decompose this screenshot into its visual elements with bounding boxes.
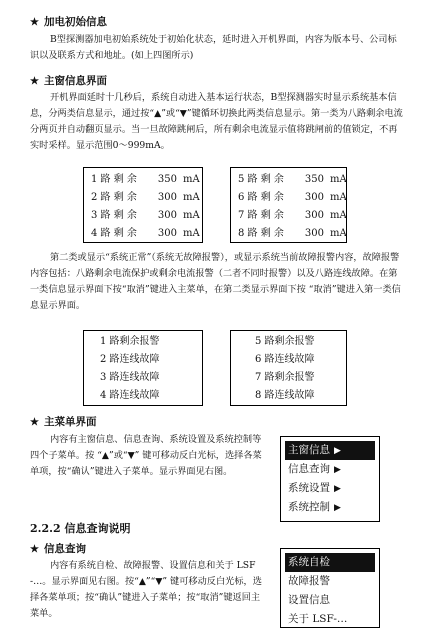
power-on-paragraph: B型探测器加电初始系统处于初始化状态，延时进入开机界面，内容为版本号、公司标识以及联系方式和地址。(如上四图所示)	[30, 34, 397, 61]
current-row	[91, 207, 202, 225]
menu-item-label: 信息查询	[288, 463, 330, 475]
menu-item[interactable]	[285, 572, 375, 591]
alarm-row: 3 路连线故障	[100, 372, 160, 383]
main-window-paragraph: 开机界面延时十几秒后，系统自动进入基本运行状态，B型探测器实时显示系统基本信息，分两类信息显示，通过按“▲”或“▼”键循环切换此两类信息显示。第一类为八路剩余电流分两页并自动翻页显示。当一旦故障跳闸后，所有剩余电流显示值将跳闸前的值锁定，不再实时采样。显示范围0～999mA。	[30, 92, 403, 151]
channel-label: 4 路 剩 余	[91, 228, 137, 239]
menu-item-label: 系统控制	[288, 501, 330, 513]
channel-label: 3 路 剩 余	[91, 210, 137, 221]
current-unit: mA	[183, 192, 200, 203]
menu-item[interactable]	[285, 610, 375, 629]
current-row	[91, 189, 202, 207]
menu-item-label: 设置信息	[288, 594, 330, 606]
channel-label: 1 路 剩 余	[91, 174, 137, 185]
current-row	[238, 225, 346, 243]
current-value: 300	[304, 210, 324, 221]
current-value: 300	[304, 228, 324, 239]
menu-item[interactable]	[285, 479, 375, 498]
channel-label: 6 路 剩 余	[238, 192, 284, 203]
current-row	[238, 207, 346, 225]
current-row	[91, 171, 202, 189]
channel-label: 7 路 剩 余	[238, 210, 284, 221]
channel-label: 8 路 剩 余	[238, 228, 284, 239]
submenu-arrow-icon: ▶	[334, 484, 341, 494]
current-value: 300	[304, 192, 324, 203]
menu-item[interactable]	[285, 498, 375, 517]
current-row	[91, 225, 202, 243]
heading-info-query: ★ 信息查询	[30, 543, 86, 555]
main-menu-paragraph: 内容有主窗信息、信息查询、系统设置及系统控制等四个子菜单。按 “▲”或“▼” 键可移动反白光标，选择各菜单项，按“确认”键进入子菜单。显示界面见右图。	[30, 434, 262, 477]
menu-item-label: 系统自检	[288, 556, 330, 568]
section-heading-info-query: 2.2.2 信息查询说明	[30, 522, 131, 535]
alarm-row: 5 路剩余报警	[255, 336, 315, 347]
submenu-arrow-icon: ▶	[334, 503, 341, 513]
main-menu-panel[interactable]	[280, 436, 380, 522]
menu-item-label: 系统设置	[288, 482, 330, 494]
heading-main-window-info: ★ 主窗信息界面	[30, 75, 107, 87]
second-class-paragraph: 第二类或显示“系统正常”（系统无故障报警），或显示系统当前故障报警内容，故障报警内容包括：八路剩余电流保护或剩余电流报警（二者不同时报警）以及八路连线故障。在第一类信息显示界面下按“取消”键进入主菜单，在第二类显示界面下按 “取消”键进入第一类信息显示界面。	[30, 252, 401, 311]
menu-item[interactable]	[285, 591, 375, 610]
current-unit: mA	[183, 228, 200, 239]
current-value: 350	[304, 174, 324, 185]
heading-power-on-info: ★ 加电初始信息	[30, 16, 107, 28]
alarm-row: 6 路连线故障	[255, 354, 315, 365]
current-unit: mA	[330, 174, 347, 185]
star-bullet-icon: ★	[30, 76, 39, 87]
current-unit: mA	[330, 192, 347, 203]
alarm-row: 7 路剩余报警	[255, 372, 315, 383]
current-unit: mA	[330, 228, 347, 239]
alarm-row: 4 路连线故障	[100, 390, 160, 401]
current-display-box-right	[230, 167, 347, 243]
current-value: 300	[157, 228, 177, 239]
star-bullet-icon: ★	[30, 417, 39, 428]
alarm-display-box-right	[230, 330, 347, 406]
menu-item-label: 主窗信息	[288, 444, 330, 456]
menu-item[interactable]	[285, 460, 375, 479]
current-unit: mA	[330, 210, 347, 221]
info-query-paragraph: 内容有系统自检、故障报警、设置信息和关于 LSF-…。显示界面见右图。按“▲”“▼” 键可移动反白光标，选择各菜单项；按“确认”键进入子菜单；按“取消”键返回主菜单。	[30, 560, 262, 619]
alarm-row: 1 路剩余报警	[100, 336, 160, 347]
current-unit: mA	[183, 174, 200, 185]
current-row	[238, 189, 346, 207]
current-row	[238, 171, 346, 189]
current-value: 300	[157, 192, 177, 203]
star-bullet-icon: ★	[30, 544, 39, 555]
heading-main-menu: ★ 主菜单界面	[30, 416, 97, 428]
menu-item-label: 故障报警	[288, 575, 330, 587]
channel-label: 2 路 剩 余	[91, 192, 137, 203]
alarm-row: 2 路连线故障	[100, 354, 160, 365]
current-display-box-left	[83, 167, 203, 243]
submenu-arrow-icon: ▶	[334, 446, 341, 456]
menu-item[interactable]	[285, 553, 375, 572]
menu-item-label: 关于 LSF-…	[288, 613, 348, 625]
info-query-menu-panel[interactable]	[280, 548, 380, 628]
current-value: 300	[157, 210, 177, 221]
star-bullet-icon: ★	[30, 17, 39, 28]
alarm-row: 8 路连线故障	[255, 390, 315, 401]
current-unit: mA	[183, 210, 200, 221]
current-value: 350	[157, 174, 177, 185]
alarm-display-box-left	[83, 330, 203, 406]
submenu-arrow-icon: ▶	[334, 465, 341, 475]
menu-item[interactable]	[285, 441, 375, 460]
channel-label: 5 路 剩 余	[238, 174, 284, 185]
